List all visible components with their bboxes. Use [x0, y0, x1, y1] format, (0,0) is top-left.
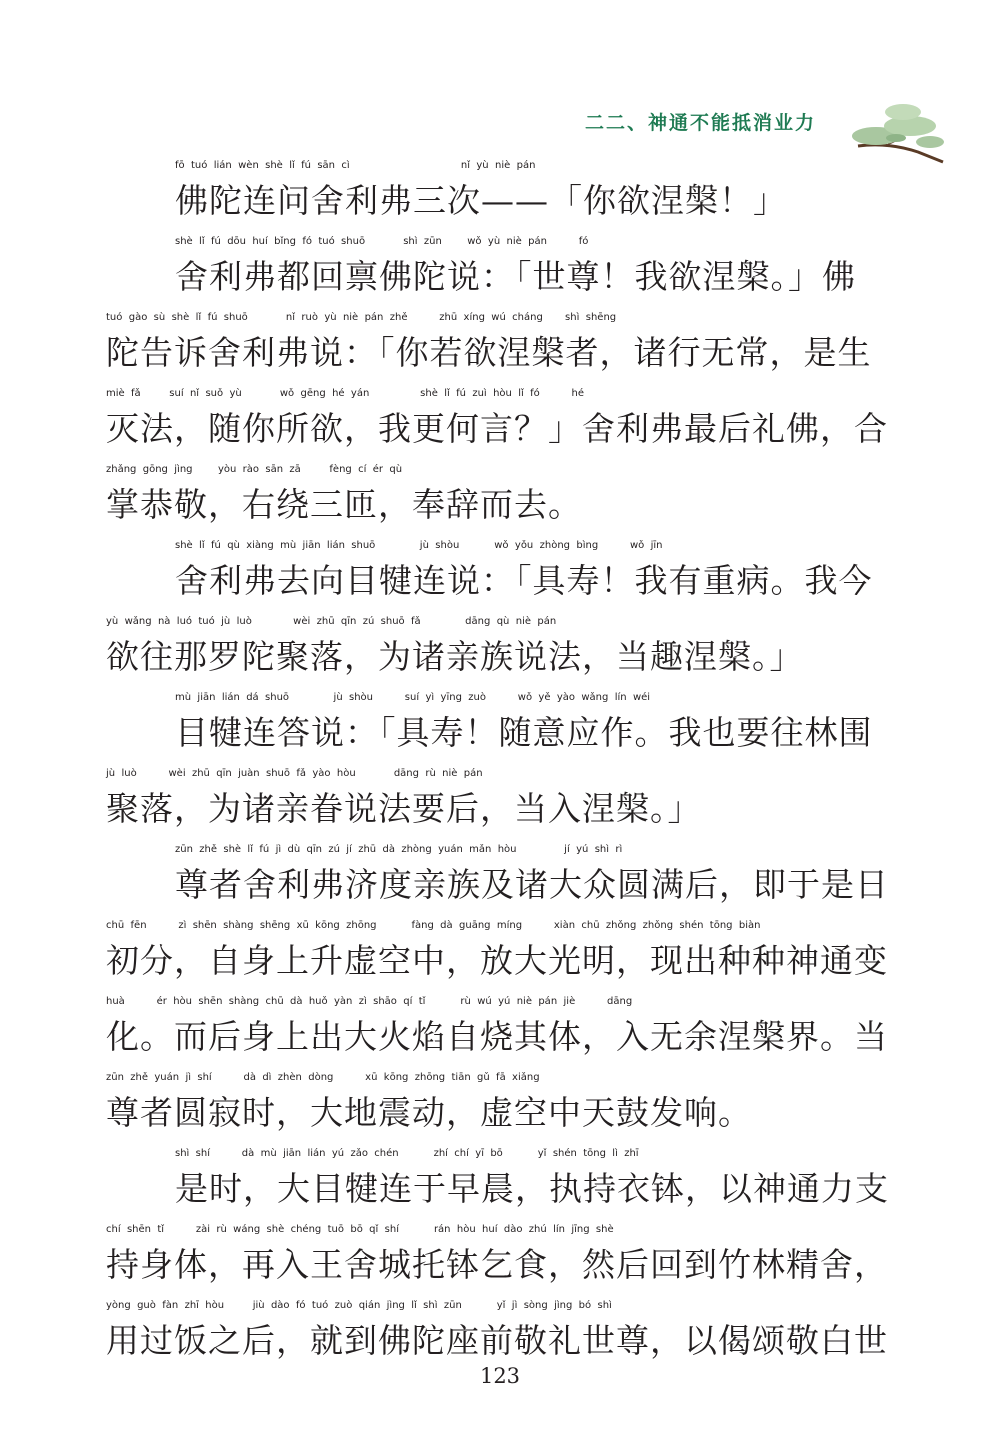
pinyin-row: chū fēn zì shēn shàng shēng xū kōng zhōng fàng dà guāng míng xiàn chū zhǒng zhǒng shén tōng biàn [106, 920, 761, 931]
pinyin-row: chí shēn tǐ zài rù wáng shè chéng tuō bō qǐ shí rán hòu huí dào zhú lín jīng shè [106, 1224, 614, 1235]
pinyin-row: tuó gào sù shè lǐ fú shuō nǐ ruò yù niè pán zhě zhū xíng wú cháng shì shēng [106, 312, 617, 323]
pinyin-row: zūn zhě shè lǐ fú jì dù qīn zú jí zhū dà zhòng yuán mǎn hòu jí yú shì rì [175, 844, 623, 855]
chinese-text: 尊者舍利弗济度亲族及诸大众圆满后，即于是日 [175, 865, 889, 904]
pinyin-row: yòng guò fàn zhī hòu jiù dào fó tuó zuò qián jìng lǐ shì zūn yǐ jì sòng jìng bó shì [106, 1300, 612, 1311]
page-number: 123 [479, 1364, 521, 1388]
chinese-text: 尊者圆寂时，大地震动，虚空中天鼓发响。 [106, 1093, 752, 1132]
chinese-text: 佛陀连问舍利弗三次——「你欲涅槃！」 [175, 181, 787, 220]
chinese-text: 掌恭敬，右绕三匝，奉辞而去。 [106, 485, 582, 524]
chinese-text: 陀告诉舍利弗说：「你若欲涅槃者，诸行无常，是生 [106, 333, 872, 372]
pinyin-row: yù wǎng nà luó tuó jù luò wèi zhū qīn zú shuō fǎ dāng qù niè pán [106, 616, 557, 627]
pinyin-row: zūn zhě yuán jì shí dà dì zhèn dòng xū kōng zhōng tiān gǔ fā xiǎng [106, 1072, 540, 1083]
chinese-text: 是时，大目犍连于早晨，执持衣钵，以神通力支 [175, 1169, 889, 1208]
chinese-text: 化。而后身上出大火焰自烧其体，入无余涅槃界。当 [106, 1017, 888, 1056]
chinese-text: 聚落，为诸亲眷说法要后，当入涅槃。」 [106, 789, 702, 828]
pinyin-row: shè lǐ fú qù xiàng mù jiān lián shuō jù shòu wǒ yǒu zhòng bìng wǒ jīn [175, 540, 663, 551]
pinyin-row: shì shí dà mù jiān lián yú zǎo chén zhí chí yī bō yǐ shén tōng lì zhī [175, 1148, 639, 1159]
pinyin-row: miè fǎ suí nǐ suǒ yù wǒ gēng hé yán shè lǐ fú zuì hòu lǐ fó hé [106, 388, 585, 399]
pinyin-row: fō tuó lián wèn shè lǐ fú sān cì nǐ yù niè pán [175, 160, 536, 171]
pinyin-row: shè lǐ fú dōu huí bǐng fó tuó shuō shì zūn wǒ yù niè pán fó [175, 236, 589, 247]
chinese-text: 舍利弗去向目犍连说：「具寿！我有重病。我今 [175, 561, 873, 600]
chinese-text: 灭法，随你所欲，我更何言？」舍利弗最后礼佛，合 [106, 409, 888, 448]
chinese-text: 初分，自身上升虚空中，放大光明，现出种种神通变 [106, 941, 888, 980]
chinese-text: 欲往那罗陀聚落，为诸亲族说法，当趣涅槃。」 [106, 637, 804, 676]
pinyin-row: zhǎng gōng jìng yòu rào sān zā fèng cí ér qù [106, 464, 403, 475]
pinyin-row: mù jiān lián dá shuō jù shòu suí yì yīng zuò wǒ yě yào wǎng lín wéi [175, 692, 651, 703]
chinese-text: 用过饭之后，就到佛陀座前敬礼世尊，以偈颂敬白世 [106, 1321, 888, 1360]
pinyin-row: huà ér hòu shēn shàng chū dà huǒ yàn zì shāo qí tǐ rù wú yú niè pán jiè dāng [106, 996, 633, 1007]
chinese-text: 目犍连答说：「具寿！随意应作。我也要往林围 [175, 713, 873, 752]
chapter-title: 二二、神通不能抵消业力 [585, 112, 817, 134]
chinese-text: 舍利弗都回禀佛陀说：「世尊！我欲涅槃。」佛 [175, 257, 856, 296]
chinese-text: 持身体，再入王舍城托钵乞食，然后回到竹林精舍， [106, 1245, 888, 1284]
pinyin-row: jù luò wèi zhū qīn juàn shuō fǎ yào hòu dāng rù niè pán [106, 768, 483, 779]
